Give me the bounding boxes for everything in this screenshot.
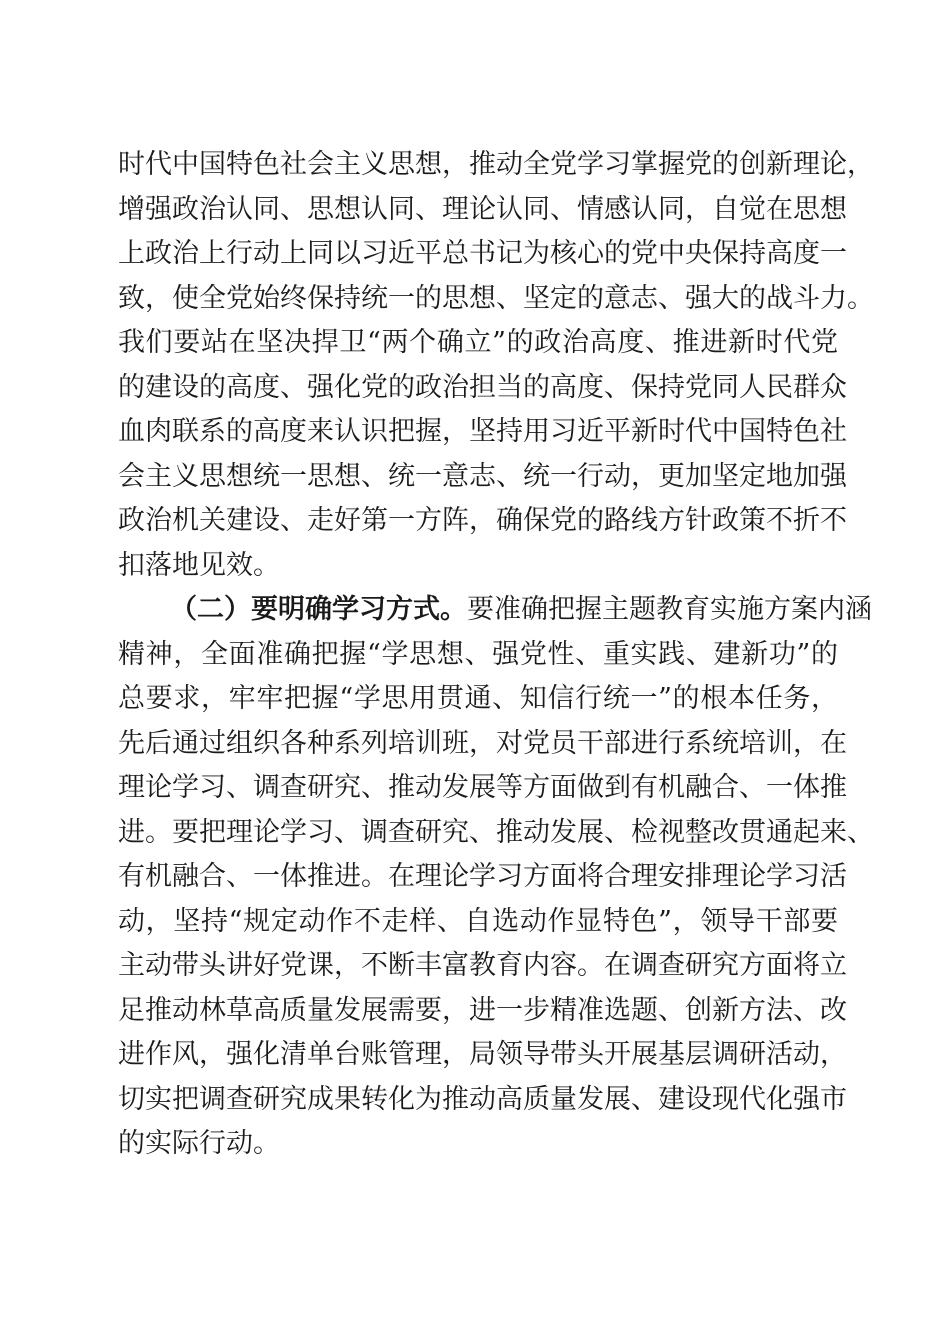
paragraph-line: 会主义思想统一思想、统一意志、统一行动，更加坚定地加强 [118, 461, 847, 492]
paragraph-line: 的实际行动。 [118, 1128, 280, 1159]
paragraph-line: 血肉联系的高度来认识把握，坚持用习近平新时代中国特色社 [118, 416, 847, 447]
section-first-line [170, 592, 872, 628]
paragraph-line: 进作风，强化清单台账管理，局领导带头开展基层调研活动， [118, 1039, 847, 1070]
paragraph-line: 致，使全党始终保持统一的思想、坚定的意志、强大的战斗力。 [118, 283, 874, 314]
paragraph-line: 理论学习、调查研究、推动发展等方面做到有机融合、一体推 [118, 772, 847, 803]
paragraph-line: 主动带头讲好党课，不断丰富教育内容。在调查研究方面将立 [118, 950, 847, 981]
paragraph-line: 时代中国特色社会主义思想，推动全党学习掌握党的创新理论， [118, 149, 874, 180]
section-first-line-text: 要准确把握主题教育实施方案内涵 [467, 594, 872, 625]
paragraph-line: 我们要站在坚决捍卫“两个确立”的政治高度、推进新时代党 [118, 327, 838, 358]
paragraph-line: 切实把调查研究成果转化为推动高质量发展、建设现代化强市 [118, 1084, 847, 1115]
paragraph-line: 精神，全面准确把握“学思想、强党性、重实践、建新功”的 [118, 639, 838, 670]
paragraph-line: 扣落地见效。 [118, 550, 280, 581]
paragraph-line: 动，坚持“规定动作不走样、自选动作显特色”，领导干部要 [118, 906, 838, 937]
paragraph-line: 进。要把理论学习、调查研究、推动发展、检视整改贯通起来、 [118, 817, 874, 848]
section-heading: （二）要明确学习方式。 [170, 594, 467, 625]
paragraph-line: 上政治上行动上同以习近平总书记为核心的党中央保持高度一 [118, 238, 847, 269]
paragraph-line: 足推动林草高质量发展需要，进一步精准选题、创新方法、改 [118, 995, 847, 1026]
paragraph-line: 增强政治认同、思想认同、理论认同、情感认同，自觉在思想 [118, 194, 847, 225]
paragraph-line: 总要求，牢牢把握“学思用贯通、知信行统一”的根本任务， [118, 683, 838, 714]
paragraph-line: 政治机关建设、走好第一方阵，确保党的路线方针政策不折不 [118, 505, 847, 536]
paragraph-line: 有机融合、一体推进。在理论学习方面将合理安排理论学习活 [118, 861, 847, 892]
paragraph-line: 的建设的高度、强化党的政治担当的高度、保持党同人民群众 [118, 372, 847, 403]
paragraph-line: 先后通过组织各种系列培训班，对党员干部进行系统培训，在 [118, 728, 847, 759]
